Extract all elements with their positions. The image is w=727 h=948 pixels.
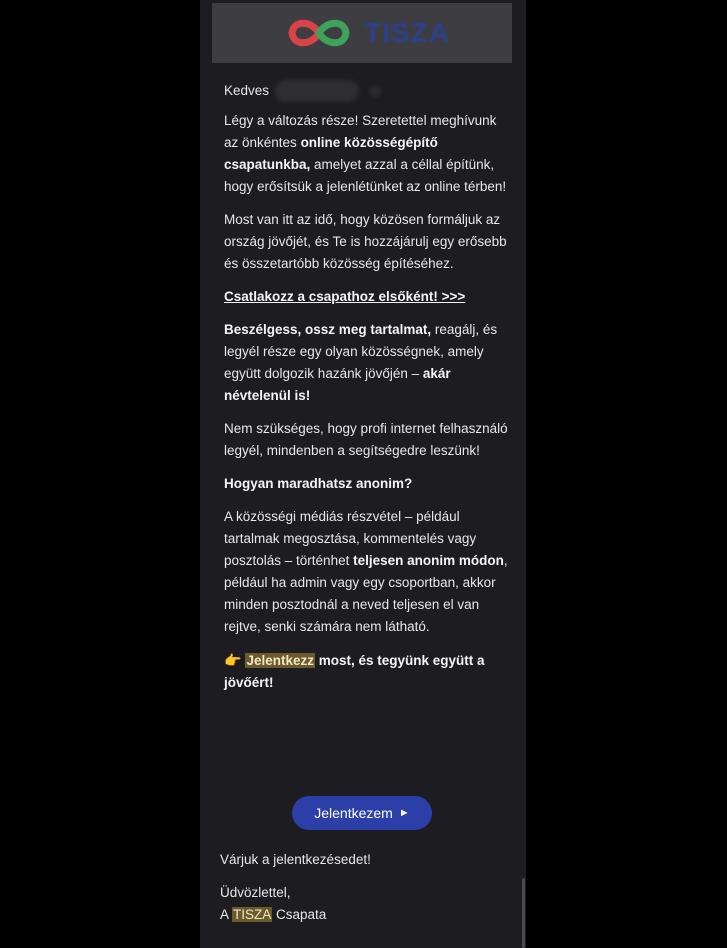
closing-line: Várjuk a jelentkezésedet! <box>220 852 371 867</box>
intro-bold: online közösségépítő csapatunkba, <box>224 135 438 172</box>
cta-rest: most, és tegyünk együtt a jövőért! <box>224 653 485 690</box>
intro-text-end: amelyet azzal a céllal építünk, hogy erősítsük a jelenlétünket az online térben! <box>224 157 507 194</box>
cta-line <box>224 649 514 694</box>
intro-paragraph <box>224 110 514 198</box>
arrow-right-icon: ► <box>398 807 410 819</box>
redacted-name <box>275 80 359 102</box>
join-team-link[interactable]: Csatlakozz a csapathoz elsőként! >>> <box>224 289 466 304</box>
greeting-prefix: Kedves <box>224 83 270 98</box>
email-content <box>224 80 514 705</box>
scrollbar[interactable] <box>522 878 525 948</box>
apply-button[interactable] <box>292 796 432 830</box>
engage-text: reagálj, és legyél része egy olyan közösségnek, amely együtt dolgozik hazánk jövőjén – <box>224 322 498 381</box>
email-header <box>212 3 512 63</box>
tisza-logo <box>284 15 450 51</box>
signature-highlight: TISZA <box>233 907 272 922</box>
anonymous-mode-bold: teljesen anonim módon <box>353 553 504 568</box>
anonymous-bold: akár névtelenül is! <box>224 366 451 403</box>
engage-bold: Beszélgess, ossz meg tartalmat, <box>224 322 432 337</box>
signature <box>220 904 510 926</box>
anonymous-text-end: , például ha admin vagy egy csoportban, akkor minden posztodnál a neved teljesen el van rejtve, senki számára nem látható. <box>224 553 508 634</box>
engage-paragraph <box>224 319 514 407</box>
signature-suffix: Csapata <box>272 907 327 922</box>
signature-prefix: A <box>220 907 233 922</box>
pointing-hand-icon: 👉 <box>224 652 242 668</box>
logo-text: TISZA <box>364 17 450 48</box>
greeting <box>224 80 514 102</box>
email-closing <box>220 849 510 926</box>
email-body <box>200 0 526 948</box>
anonymous-heading: Hogyan maradhatsz anonim? <box>224 476 413 491</box>
intro-text: Légy a változás része! Szeretettel meghívunk az önkéntes <box>224 113 497 150</box>
apply-button-label: Jelentkezem <box>314 805 393 821</box>
greeting-closing: Üdvözlettel, <box>220 885 291 900</box>
anonymous-text: A közösségi médiás részvétel – például tartalmak megosztása, kommentelés vagy posztolás – történhet <box>224 509 477 568</box>
cta-highlight: Jelentkezz <box>246 653 314 668</box>
infinity-logo-icon <box>284 15 354 51</box>
support-paragraph: Nem szükséges, hogy profi internet felhasználó legyél, mindenben a segítségedre leszünk! <box>224 421 508 458</box>
future-paragraph: Most van itt az idő, hogy közösen formáljuk az ország jövőjét, és Te is hozzájárulj egy erősebb és összetartóbb közösség építéséhez. <box>224 212 507 271</box>
anonymous-paragraph <box>224 506 514 638</box>
redacted-dot <box>369 85 381 97</box>
